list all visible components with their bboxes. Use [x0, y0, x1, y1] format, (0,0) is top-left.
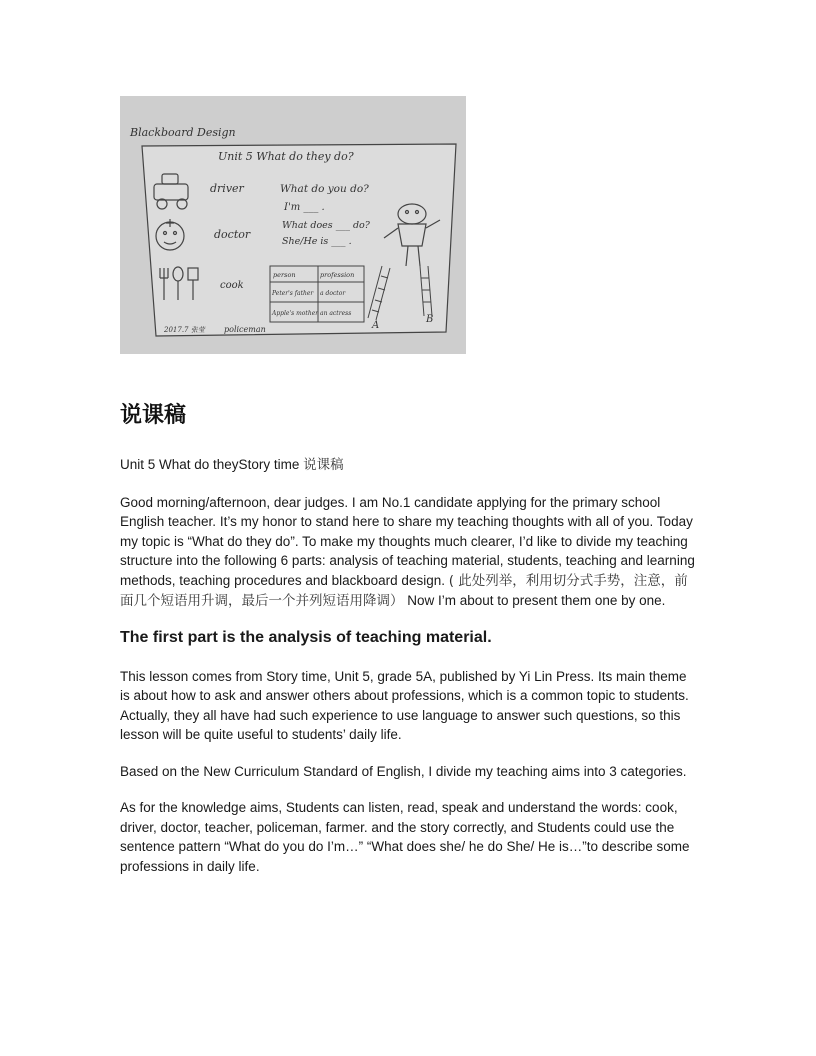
sentence-2: I'm ___ .	[284, 202, 325, 213]
document-title: 说课稿	[120, 403, 187, 428]
word-doctor: doctor	[214, 228, 251, 241]
sentence-1: What do you do?	[280, 183, 369, 195]
subtitle-line	[120, 455, 696, 476]
section-heading-teaching-material: The first part is the analysis of teaching material.	[120, 628, 492, 646]
document-body	[120, 398, 696, 893]
table-cell-r2c1: Apple's mother	[272, 310, 319, 317]
blackboard-design-photo	[120, 96, 466, 354]
word-driver: driver	[210, 182, 244, 195]
table-cell-r1c1: Peter's father	[272, 290, 314, 297]
word-cook: cook	[220, 280, 244, 291]
table-header-profession: profession	[320, 271, 355, 279]
author-mark: 2017.7 张莹	[164, 326, 205, 334]
blackboard-sketch	[120, 96, 466, 354]
figure-label-b: B	[426, 314, 434, 325]
unit-heading: Unit 5 What do they do?	[218, 150, 354, 163]
paragraph-curriculum: Based on the New Curriculum Standard of English, I divide my teaching aims into 3 categories.	[120, 763, 687, 779]
paragraph-intro	[120, 493, 696, 612]
paragraph-intro-end: Now I’m about to present them one by one.	[403, 593, 666, 608]
figure-label-a: A	[372, 320, 380, 331]
sentence-3: What does ___ do?	[282, 220, 370, 231]
subtitle-en: Unit 5 What do theyStory time	[120, 457, 300, 472]
paragraph-knowledge-aims: As for the knowledge aims, Students can listen, read, speak and understand the words: cook, driver, doctor, teacher, policeman, farmer. and the story correctly, and Students could use the sentence pattern “What do you do I’m…” “What does she/ he do She/ He is…”to describe some professions in daily life.	[120, 800, 690, 874]
word-policeman: policeman	[224, 325, 266, 334]
paragraph-lesson-source: This lesson comes from Story time, Unit 5, grade 5A, published by Yi Lin Press. Its main theme is about how to ask and answer others about professions, which is a common topic to students. Actually, they all have had such experience to use language to answer such questions, so this lesson will be quite useful to students’ daily life.	[120, 668, 689, 742]
paragraph-intro-en: Good morning/afternoon, dear judges. I am No.1 candidate applying for the primary school English teacher. It’s my honor to stand here to share my teaching thoughts with all of you. Today my topic is “What do they do”. To make my thoughts much clearer, I’d like to divide my teaching structure into the following 6 parts: analysis of teaching material, students, teaching and learning methods, teaching procedures and blackboard design.	[120, 494, 695, 588]
subtitle-zh: 说课稿	[303, 457, 344, 473]
table-cell-r2c2: an actress	[320, 310, 352, 317]
sentence-4: She/He is ___ .	[282, 236, 352, 247]
paragraph-intro-zh: ( 此处列举，利用切分式手势，注意，前面几个短语用升调，最后一个并列短语用降调）	[120, 572, 688, 609]
table-header-person: person	[273, 271, 296, 279]
table-cell-r1c2: a doctor	[320, 290, 346, 297]
board-title: Blackboard Design	[130, 126, 236, 139]
